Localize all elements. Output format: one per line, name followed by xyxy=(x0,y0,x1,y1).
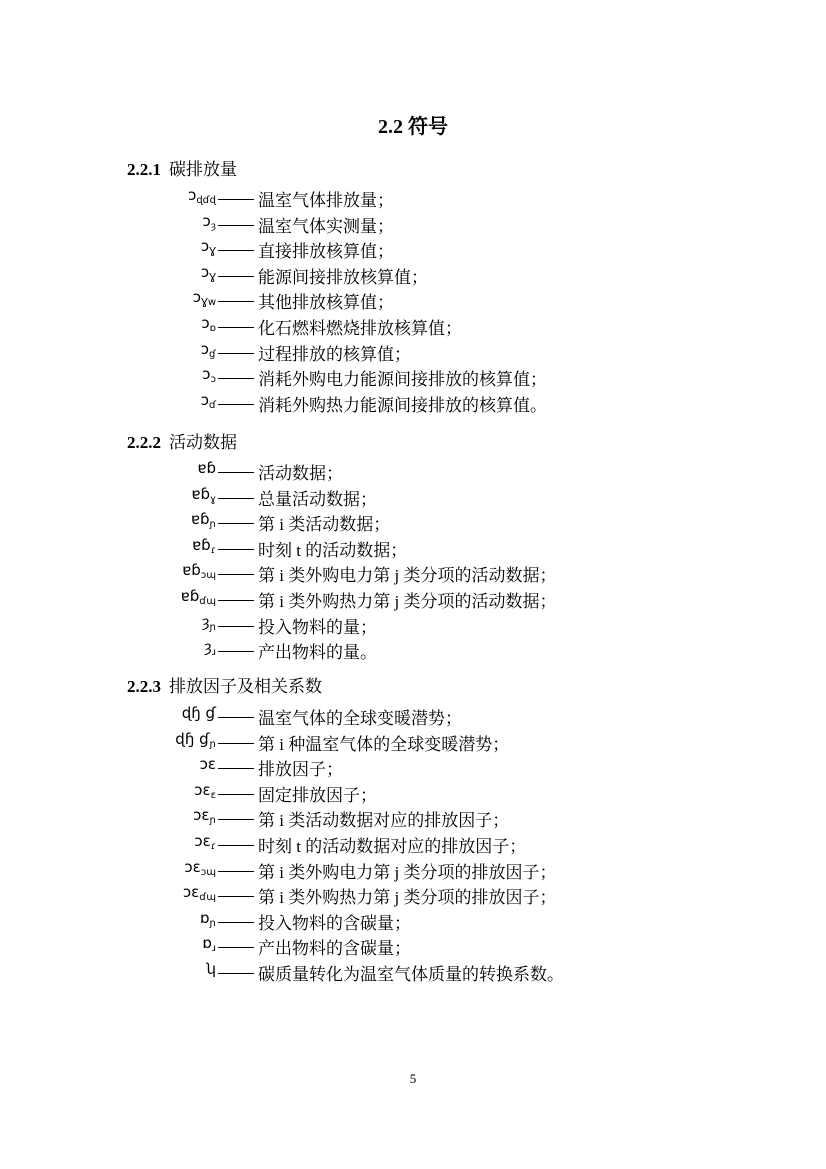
symbol: ɔ$_ɒ$ xyxy=(201,314,216,334)
symbol-subscript: ɲ xyxy=(209,738,216,750)
symbol-definition-row xyxy=(0,391,826,416)
symbol: ɔɛ$_{ɗɰ}$ xyxy=(182,883,216,904)
symbol-definition-row xyxy=(0,934,826,959)
symbol: ɔɛ$_ɲ$ xyxy=(193,806,216,827)
symbol-definition-row xyxy=(0,806,826,831)
symbol: ɖɧ ɠ xyxy=(181,704,216,722)
description-text: 投入物料的含碳量； xyxy=(258,913,411,933)
em-dash-line xyxy=(218,768,254,769)
symbol-definition-row xyxy=(0,288,826,313)
symbol-subscript: ɲ xyxy=(209,815,216,827)
symbol-subscript: ɗ xyxy=(209,399,216,411)
em-dash-line xyxy=(218,922,254,923)
description-text: 消耗外购热力能源间接排放的核算值。 xyxy=(258,395,547,415)
subsection-title: 排放因子及相关系数 xyxy=(169,677,322,696)
subsection-title: 活动数据 xyxy=(169,433,237,452)
symbol-subscript: ɣ xyxy=(210,493,216,505)
symbol-subscript: ɠ xyxy=(209,348,216,360)
symbol: ʮ xyxy=(206,960,216,978)
description-text: 碳质量转化为温室气体质量的转换系数。 xyxy=(258,965,564,984)
symbol: ɐɓ$_{ɗɰ}$ xyxy=(180,587,216,607)
symbol-description xyxy=(218,340,411,365)
description-text: 投入物料的量； xyxy=(258,617,377,637)
symbol-definition-row xyxy=(0,613,826,638)
symbol-subscript: ȝ xyxy=(210,220,216,232)
symbol-subscript: ɹ xyxy=(211,647,216,659)
symbol-description xyxy=(218,638,377,663)
symbol-description xyxy=(218,237,394,262)
symbol: ɐɓ$_ɾ$ xyxy=(192,535,216,556)
symbol: ɐɓ$_ɲ$ xyxy=(191,510,216,531)
symbol: ɔ$_Ɣ$ xyxy=(200,262,216,283)
symbol: ɔɛ$_ɾ$ xyxy=(194,832,216,852)
em-dash-line xyxy=(218,327,254,328)
symbol: ɐɓ xyxy=(197,459,216,477)
em-dash-line xyxy=(218,225,254,226)
symbol-description xyxy=(218,613,377,638)
em-dash-line xyxy=(218,199,254,200)
em-dash-line xyxy=(218,973,254,974)
symbol: ɔ$_ȝ$ xyxy=(202,211,216,232)
symbol-definition-row xyxy=(0,459,826,484)
symbol: $ȝ_ɲ$ xyxy=(201,612,216,633)
symbol-subscript: ɲ xyxy=(209,519,216,531)
description-text: 化石燃料燃烧排放核算值； xyxy=(258,319,462,338)
description-text: 过程排放的核算值； xyxy=(258,344,411,364)
symbol-description xyxy=(218,858,556,883)
description-text: 温室气体实测量； xyxy=(258,216,394,236)
em-dash-line xyxy=(218,353,254,354)
symbol-subscript: ɛ xyxy=(210,789,216,801)
section-title: 2.2 符号 xyxy=(378,116,448,138)
description-text: 产出物料的量。 xyxy=(258,643,377,663)
description-text: 第 i 类活动数据； xyxy=(258,515,391,535)
symbol-definition-row xyxy=(0,485,826,510)
symbol-definition-row xyxy=(0,263,826,288)
symbol-description xyxy=(218,536,407,561)
symbol-definition-row xyxy=(0,510,826,535)
description-text: 固定排放因子； xyxy=(258,785,377,805)
symbol: ɐɓ$_{ɔɰ}$ xyxy=(182,561,216,582)
description-text: 直接排放核算值； xyxy=(258,242,394,262)
subsection-number: 2.2.1 xyxy=(127,160,161,179)
symbol-subscript: ɔɰ xyxy=(200,570,216,582)
em-dash-line xyxy=(218,947,254,948)
em-dash-line xyxy=(218,574,254,575)
em-dash-line xyxy=(218,600,254,601)
description-text: 第 i 类活动数据对应的排放因子； xyxy=(258,811,510,831)
symbol-description xyxy=(218,587,556,612)
subsection-number: 2.2.2 xyxy=(127,433,161,452)
symbol-description xyxy=(218,781,377,806)
symbol: ɔ$_ɗ$ xyxy=(200,390,216,411)
subsection-heading xyxy=(127,672,322,697)
symbol-definition-row xyxy=(0,237,826,262)
symbol-subscript: ɲ xyxy=(209,621,216,633)
symbol-description xyxy=(218,883,556,908)
symbol-description xyxy=(218,561,556,586)
symbol: ɔɛ$_{ɔɰ}$ xyxy=(184,857,216,878)
description-text: 活动数据； xyxy=(258,464,343,483)
description-text: 温室气体的全球变暖潜势； xyxy=(258,709,462,728)
symbol-description xyxy=(218,314,462,339)
description-text: 消耗外购电力能源间接排放的核算值； xyxy=(258,370,547,390)
em-dash-line xyxy=(218,717,254,718)
symbol-subscript: Ɣ xyxy=(209,246,216,258)
em-dash-line xyxy=(218,845,254,846)
description-text: 第 i 种温室气体的全球变暖潜势； xyxy=(258,734,510,754)
subsection-title: 碳排放量 xyxy=(169,160,237,179)
symbol: ɔɛ$_ɛ$ xyxy=(194,780,216,801)
em-dash-line xyxy=(218,896,254,897)
subsection-heading xyxy=(127,155,237,180)
em-dash-line xyxy=(218,626,254,627)
symbol-subscript: ɲ xyxy=(209,917,216,929)
description-text: 温室气体排放量； xyxy=(258,191,394,210)
em-dash-line xyxy=(218,743,254,744)
description-text: 其他排放核算值； xyxy=(258,293,394,313)
symbol-subscript: ɹ xyxy=(211,943,216,955)
em-dash-line xyxy=(218,498,254,499)
symbol-definition-row xyxy=(0,212,826,237)
symbol-definition-row xyxy=(0,781,826,806)
symbol-subscript: Ɣ xyxy=(209,271,216,283)
symbol-description xyxy=(218,960,564,985)
description-text: 时刻 t 的活动数据； xyxy=(258,540,408,560)
symbol-definition-row xyxy=(0,730,826,755)
symbol-description xyxy=(218,459,343,484)
description-text: 第 i 类外购热力第 j 类分项的排放因子； xyxy=(258,888,557,908)
em-dash-line xyxy=(218,794,254,795)
symbol-description xyxy=(218,832,526,857)
description-text: 能源间接排放核算值； xyxy=(258,267,428,287)
symbol-description xyxy=(218,186,394,211)
symbol: ɔ$_Ɣ$ xyxy=(200,237,216,258)
symbol-description xyxy=(218,704,462,729)
description-text: 第 i 类外购电力第 j 类分项的活动数据； xyxy=(258,566,557,586)
description-text: 产出物料的含碳量； xyxy=(258,939,411,959)
symbol: ɔ$_ɔ$ xyxy=(202,365,216,386)
symbol-definition-row xyxy=(0,832,826,857)
em-dash-line xyxy=(218,378,254,379)
symbol-definition-row xyxy=(0,365,826,390)
symbol-definition-row xyxy=(0,755,826,780)
symbol-subscript: ɗɰ xyxy=(199,596,216,607)
symbol-description xyxy=(218,212,394,237)
symbol-description xyxy=(218,510,390,535)
symbol: ɒ$_ɹ$ xyxy=(202,934,216,955)
description-text: 第 i 类外购热力第 j 类分项的活动数据； xyxy=(258,592,557,611)
symbol-description xyxy=(218,365,547,390)
symbol-description xyxy=(218,391,547,416)
subsection-number: 2.2.3 xyxy=(127,677,161,696)
symbol-definition-row xyxy=(0,909,826,934)
symbol-definition-row xyxy=(0,587,826,612)
symbol-definition-row xyxy=(0,536,826,561)
symbol-subscript: Ɣw xyxy=(200,297,216,309)
symbol-description xyxy=(218,755,343,780)
symbol: ɔ$_{Ɣw}$ xyxy=(192,288,216,309)
symbol-subscript: ɗɰ xyxy=(199,892,216,904)
symbol-definition-row xyxy=(0,186,826,211)
symbol-description xyxy=(218,263,428,288)
em-dash-line xyxy=(218,276,254,277)
symbol-definition-row xyxy=(0,340,826,365)
symbol: ɖɧ ɠ$_ɲ$ xyxy=(175,729,216,750)
em-dash-line xyxy=(218,819,254,820)
symbol-subscript: ɖɗɖ xyxy=(196,195,216,206)
symbol-subscript: ɔ xyxy=(210,374,216,386)
symbol: $ȝ_ɹ$ xyxy=(204,638,216,659)
symbol-definition-row xyxy=(0,314,826,339)
description-text: 排放因子； xyxy=(258,760,343,780)
description-text: 总量活动数据； xyxy=(258,489,377,509)
em-dash-line xyxy=(218,651,254,652)
em-dash-line xyxy=(218,871,254,872)
symbol-definition-row xyxy=(0,883,826,908)
em-dash-line xyxy=(218,404,254,405)
symbol-description xyxy=(218,288,394,313)
symbol-description xyxy=(218,485,377,510)
symbol-description xyxy=(218,934,411,959)
description-text: 时刻 t 的活动数据对应的排放因子； xyxy=(258,837,527,856)
symbol-subscript: ɾ xyxy=(210,544,216,556)
symbol: ɔ$_{ɖɗɖ}$ xyxy=(188,186,216,206)
symbol-subscript: ɾ xyxy=(210,841,216,852)
symbol-definition-row xyxy=(0,704,826,729)
em-dash-line xyxy=(218,250,254,251)
em-dash-line xyxy=(218,549,254,550)
symbol: ɔɛ xyxy=(199,755,216,774)
symbol-subscript: ɔɰ xyxy=(200,866,216,878)
symbol: ɒ$_ɲ$ xyxy=(200,908,216,929)
subsection-heading xyxy=(127,428,237,453)
symbol-definition-row xyxy=(0,960,826,985)
symbol-definition-row xyxy=(0,638,826,663)
em-dash-line xyxy=(218,472,254,473)
symbol-definition-row xyxy=(0,561,826,586)
symbol-subscript: ɒ xyxy=(209,323,216,334)
em-dash-line xyxy=(218,301,254,302)
em-dash-line xyxy=(218,523,254,524)
symbol: ɔ$_ɠ$ xyxy=(200,339,216,360)
description-text: 第 i 类外购电力第 j 类分项的排放因子； xyxy=(258,862,557,882)
symbol-description xyxy=(218,909,411,934)
symbol-description xyxy=(218,806,509,831)
page-number: 5 xyxy=(409,1071,417,1086)
symbol-description xyxy=(218,730,509,755)
symbol-definition-row xyxy=(0,858,826,883)
symbol: ɐɓ$_ɣ$ xyxy=(191,484,216,505)
